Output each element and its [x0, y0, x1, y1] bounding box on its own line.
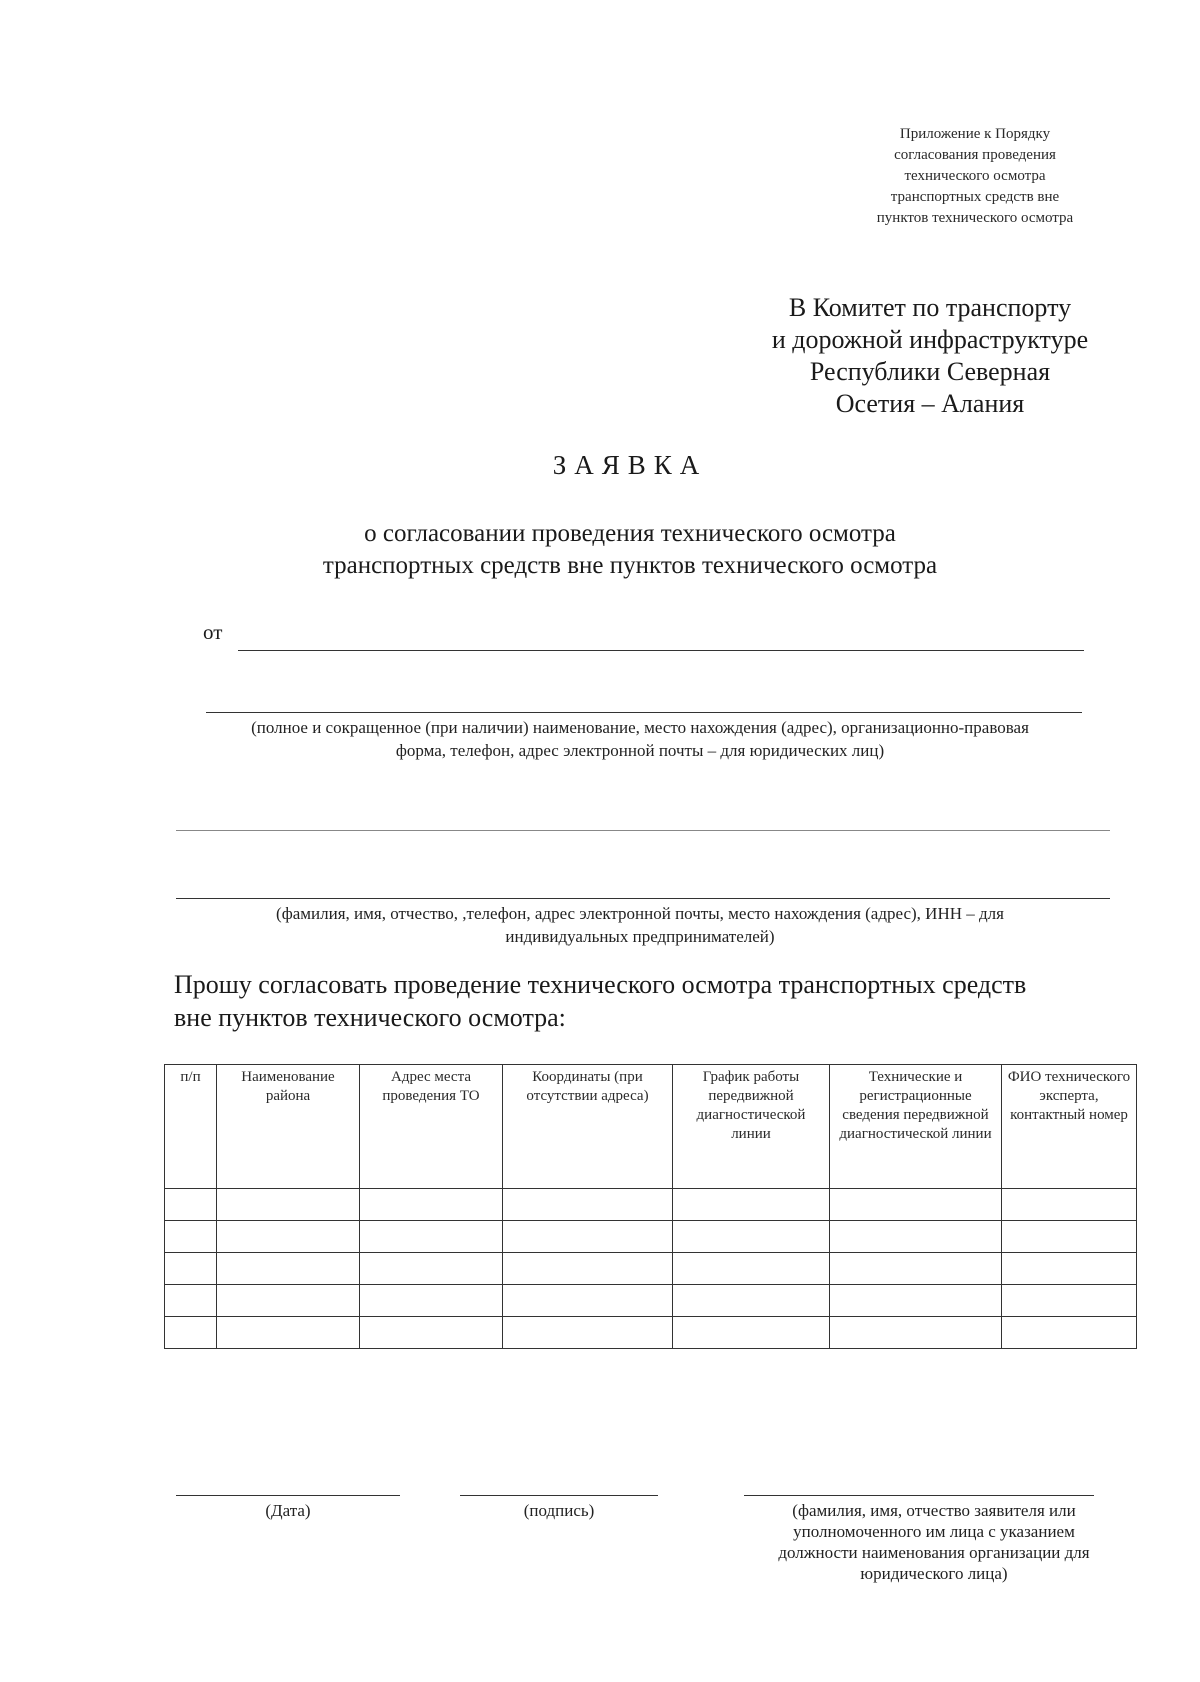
appendix-line: согласования проведения — [894, 147, 1056, 163]
table-cell[interactable] — [165, 1253, 217, 1285]
caption-line: (фамилия, имя, отчество, ,телефон, адрес электронной почты, место нахождения (адрес), ИНН – для — [276, 904, 1004, 923]
caption-line: (полное и сокращенное (при наличии) наименование, место нахождения (адрес), организационно-правовая — [251, 718, 1029, 737]
table-row — [165, 1189, 1137, 1221]
table-cell[interactable] — [360, 1189, 503, 1221]
request-text — [174, 968, 1134, 1034]
header-expert: ФИО технического эксперта, контактный номер — [1002, 1065, 1137, 1189]
appendix-line: технического осмотра — [904, 168, 1046, 184]
table-cell[interactable] — [360, 1221, 503, 1253]
name-field-line[interactable] — [744, 1495, 1094, 1496]
table-cell[interactable] — [217, 1221, 360, 1253]
caption-line: должности наименования организации для — [778, 1543, 1090, 1562]
header-district: Наименование района — [217, 1065, 360, 1189]
header-technical-info: Технические и регистрационные сведения передвижной диагностической линии — [830, 1065, 1002, 1189]
table-cell[interactable] — [217, 1189, 360, 1221]
table-cell[interactable] — [503, 1285, 673, 1317]
table-cell[interactable] — [503, 1189, 673, 1221]
addressee-line: Осетия – Алания — [835, 389, 1025, 418]
table-row — [165, 1317, 1137, 1349]
header-coordinates: Координаты (при отсутствии адреса) — [503, 1065, 673, 1189]
entrepreneur-field-line-1[interactable] — [176, 830, 1110, 831]
caption-line: форма, телефон, адрес электронной почты – для юридических лиц) — [395, 741, 885, 760]
applicant-name-caption — [744, 1500, 1124, 1584]
appendix-note — [850, 124, 1100, 229]
table-cell[interactable] — [165, 1221, 217, 1253]
table-header-row — [165, 1065, 1137, 1189]
table-cell[interactable] — [830, 1189, 1002, 1221]
table-cell[interactable] — [503, 1253, 673, 1285]
signature-field-line[interactable] — [460, 1495, 658, 1496]
table-cell[interactable] — [830, 1253, 1002, 1285]
legal-entity-field-line[interactable] — [206, 712, 1082, 713]
table-cell[interactable] — [830, 1221, 1002, 1253]
table-cell[interactable] — [673, 1285, 830, 1317]
request-line: вне пунктов технического осмотра: — [174, 1003, 566, 1032]
table-cell[interactable] — [165, 1189, 217, 1221]
table-cell[interactable] — [360, 1317, 503, 1349]
inspection-sites-table — [164, 1064, 1137, 1349]
table-cell[interactable] — [1002, 1285, 1137, 1317]
entrepreneur-caption — [150, 902, 1130, 948]
table-cell[interactable] — [360, 1253, 503, 1285]
table-cell[interactable] — [673, 1189, 830, 1221]
table-cell[interactable] — [1002, 1221, 1137, 1253]
appendix-line: пунктов технического осмотра — [876, 210, 1074, 226]
caption-line: (фамилия, имя, отчество заявителя или — [792, 1501, 1076, 1520]
entrepreneur-field-line-2[interactable] — [176, 898, 1110, 899]
addressee-block — [740, 292, 1120, 420]
legal-entity-caption — [150, 716, 1130, 762]
document-subtitle — [230, 518, 1030, 582]
table-cell[interactable] — [1002, 1189, 1137, 1221]
document-title: ЗАЯВКА — [552, 450, 708, 480]
table-cell[interactable] — [217, 1317, 360, 1349]
table-cell[interactable] — [1002, 1253, 1137, 1285]
table-cell[interactable] — [503, 1221, 673, 1253]
table-cell[interactable] — [830, 1285, 1002, 1317]
header-number: п/п — [165, 1065, 217, 1189]
table-cell[interactable] — [673, 1253, 830, 1285]
appendix-line: транспортных средств вне — [890, 189, 1060, 205]
subtitle-line: транспортных средств вне пунктов технического осмотра — [322, 552, 938, 579]
header-schedule: График работы передвижной диагностической линии — [673, 1065, 830, 1189]
table-cell[interactable] — [165, 1317, 217, 1349]
table-body — [165, 1189, 1137, 1349]
table-row — [165, 1285, 1137, 1317]
table-cell[interactable] — [830, 1317, 1002, 1349]
addressee-line: В Комитет по транспорту — [788, 293, 1072, 322]
table-cell[interactable] — [360, 1285, 503, 1317]
from-label: от — [203, 620, 223, 644]
table-row — [165, 1253, 1137, 1285]
table-cell[interactable] — [1002, 1317, 1137, 1349]
header-address: Адрес места проведения ТО — [360, 1065, 503, 1189]
table-cell[interactable] — [673, 1317, 830, 1349]
appendix-line: Приложение к Порядку — [899, 126, 1051, 142]
addressee-line: Республики Северная — [809, 357, 1051, 386]
table-cell[interactable] — [217, 1285, 360, 1317]
table-cell[interactable] — [165, 1285, 217, 1317]
date-field-line[interactable] — [176, 1495, 400, 1496]
date-caption: (Дата) — [265, 1501, 311, 1520]
table-cell[interactable] — [673, 1221, 830, 1253]
from-field-line[interactable] — [238, 650, 1084, 651]
table-cell[interactable] — [217, 1253, 360, 1285]
signature-caption: (подпись) — [523, 1501, 595, 1520]
table-cell[interactable] — [503, 1317, 673, 1349]
caption-line: юридического лица) — [860, 1564, 1008, 1583]
caption-line: индивидуальных предпринимателей) — [505, 927, 775, 946]
caption-line: уполномоченного им лица с указанием — [793, 1522, 1075, 1541]
addressee-line: и дорожной инфраструктуре — [771, 325, 1089, 354]
request-line: Прошу согласовать проведение технического осмотра транспортных средств — [174, 970, 1027, 999]
table-row — [165, 1221, 1137, 1253]
subtitle-line: о согласовании проведения технического осмотра — [364, 520, 896, 547]
